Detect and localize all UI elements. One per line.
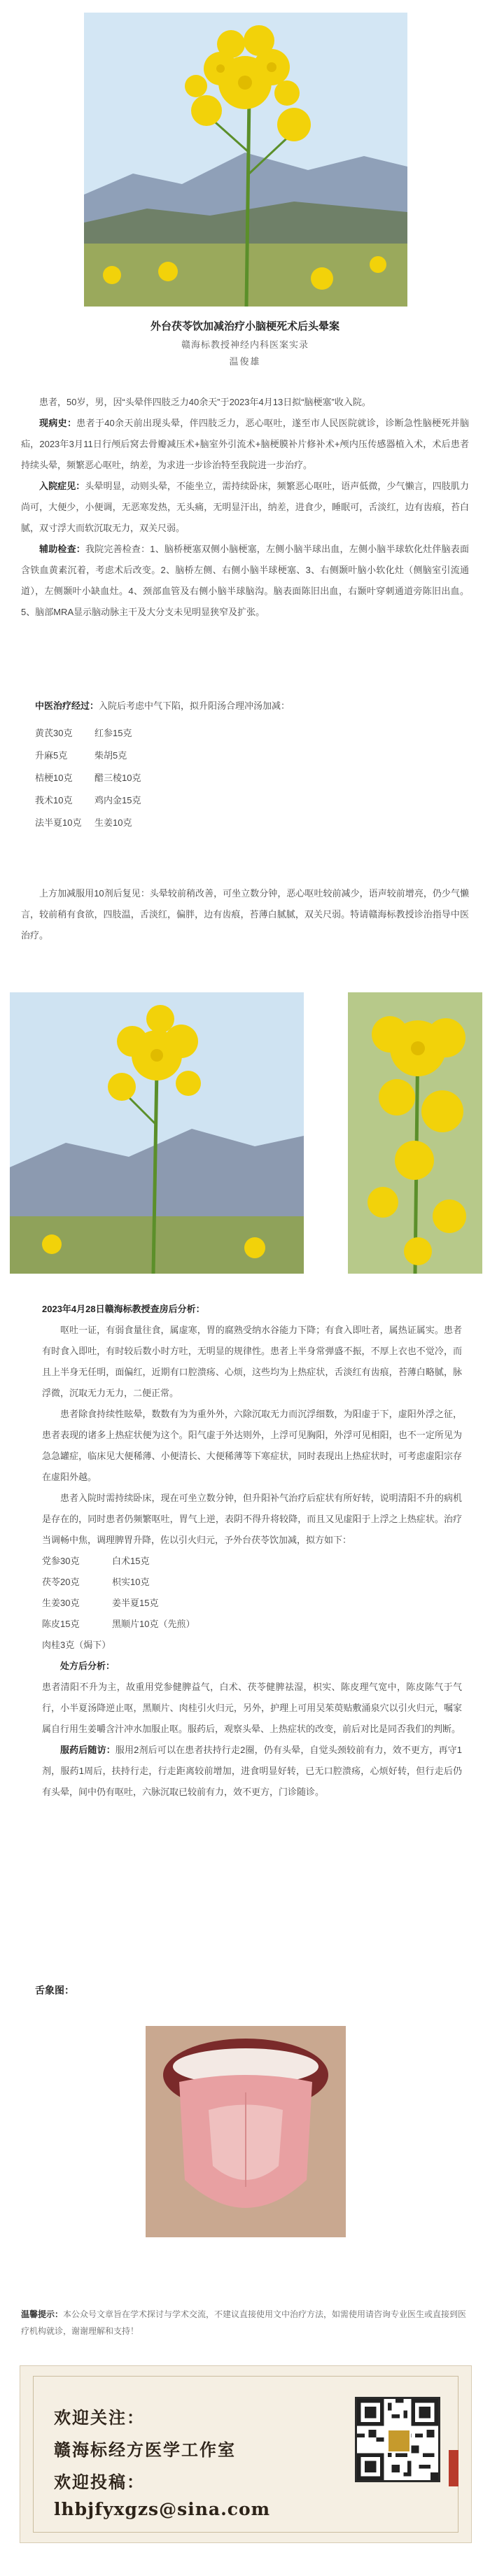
qr-logo-icon xyxy=(387,2429,411,2453)
herb-row xyxy=(35,812,154,834)
case-section xyxy=(21,392,469,623)
herb-item: 肉桂3克（焗下） xyxy=(42,1640,111,1650)
herb-row xyxy=(42,1572,462,1593)
herb-item: 生姜10克 xyxy=(94,817,132,828)
herb-item: 姜半夏15克 xyxy=(112,1598,159,1608)
history-text: 患者于40余天前出现头晕，伴四肢乏力，恶心呕吐，遂至市人民医院就诊，诊断急性脑梗死并脑疝，2023年3月11日行颅后窝去骨瓣减压术+脑室外引流术+脑梗膜补片修补术+颅内压传感器植入术，术后患者持续头晕，频繁恶心呕吐，纳差，为求进一步诊治特至我院进一步治疗。 xyxy=(21,418,469,470)
herb-row xyxy=(35,767,154,789)
herb-item: 茯苓20克 xyxy=(42,1577,80,1587)
symptoms-label: 入院症见： xyxy=(39,481,85,491)
qr-code-icon[interactable] xyxy=(355,2397,440,2482)
tongue-image-label: 舌象图： xyxy=(35,1985,74,1996)
article-subtitle: 赣海标教授神经内科医案实录 xyxy=(181,339,309,350)
herb-item: 红参15克 xyxy=(94,728,132,738)
herb-row xyxy=(35,722,154,745)
tcm-course-text: 入院后考虑中气下陷，拟升阳汤合理冲汤加减： xyxy=(99,701,290,711)
method-text: 患者清阳不升为主，故重用党参健脾益气，白术、茯苓健脾祛湿，枳实、陈皮理气宽中，陈皮陈气于气行，小半夏汤降逆止呕，黑顺片、肉桂引火归元，另外，护理上可用吴茱萸贴敷涌泉穴以引火归元，嘱家属自行用生姜嚼含汁冲水加服止呕。服药后，观察头晕、上热症状的改变，前后对比是同否我们的判断。 xyxy=(42,1682,462,1734)
card-email[interactable]: lhbjfyxgzs@sina.com xyxy=(54,2499,271,2519)
prescription-2 xyxy=(42,1551,462,1656)
red-seal-icon xyxy=(449,2450,458,2486)
exam-paragraph xyxy=(21,539,469,623)
herb-item: 白术15克 xyxy=(112,1556,150,1566)
followup-label: 服药后随访： xyxy=(60,1745,115,1755)
symptoms-paragraph xyxy=(21,476,469,539)
herb-row xyxy=(42,1614,462,1635)
rapeseed-flower-image xyxy=(10,992,304,1274)
prescription-1 xyxy=(35,722,154,834)
herb-row xyxy=(35,745,154,767)
herb-item: 鸡内金15克 xyxy=(94,795,141,805)
herb-item: 醋三棱10克 xyxy=(94,773,141,783)
herb-item: 莪术10克 xyxy=(35,795,73,805)
followup-text: 服用2剂后可以在患者扶持行走2圈，仍有头晕，自觉头颈较前有力，效不更方，再守1剂，服药1周后，扶持行走，行走距离较前增加，进食明显好转，已无口腔溃疡，心烦好转，但行走后仍有头晕，间中仍有呕吐，六脉沉取已较前有力，效不更方，门诊随诊。 xyxy=(42,1745,462,1797)
course-after-text: 上方加减服用10剂后复见：头晕较前稍改善，可坐立数分钟，恶心呕吐较前减少，语声较前增亮，仍少气懒言，较前稍有食欲，四肢温，舌淡红，偏胖，边有齿痕，苔薄白腻腻，双关尺弱。特请赣海标教授诊治指导中医治疗。 xyxy=(21,888,469,941)
tongue-image xyxy=(146,2026,346,2237)
card-studio-name: 赣海标经方医学工作室 xyxy=(54,2440,236,2460)
herb-item: 黑顺片10克（先煎） xyxy=(112,1619,195,1629)
herb-item: 柴胡5克 xyxy=(94,750,127,761)
card-submit-line: 欢迎投稿： xyxy=(54,2472,145,2492)
rapeseed-flower-image xyxy=(84,13,407,307)
analysis-paragraph-1: 呕吐一证，有弱食量往食，属虚寒，胃的腐熟受纳水谷能力下降；有食入即吐者，属热证属实。患者有时食入即吐，有时较后数小时方吐，无明显的规律性。患者上半身常弹盛不振，不厚上衣也不觉冷，而且上半身无任明，面偏红，近期有口腔溃疡、心烦，这些均为上热症状，舌淡红有齿痕，苔薄白略腻，脉浮微，沉取无力无力，二便正常。 xyxy=(42,1325,462,1398)
notice-label: 温馨提示： xyxy=(21,2309,64,2319)
herb-row xyxy=(42,1593,462,1614)
symptoms-text: 头晕明显，动则头晕，不能坐立，需持续卧床，频繁恶心呕吐，语声低微，少气懒言，四肢肌力尚可，大便少，小便调，无恶寒发热，无头痛，无明显汗出，纳差，进食少，睡眠可，舌淡红，边有齿痕，苔白腻，双寸浮大而软沉取无力，双关尺弱。 xyxy=(21,481,469,533)
analysis-section xyxy=(42,1299,462,1803)
hero-flower-photo xyxy=(84,13,407,307)
herb-item: 枳实10克 xyxy=(112,1577,150,1587)
follow-card xyxy=(20,2365,472,2543)
notice-section xyxy=(21,2306,469,2339)
herb-item: 党参30克 xyxy=(42,1556,80,1566)
herb-item: 生姜30克 xyxy=(42,1598,80,1608)
herb-row xyxy=(42,1551,462,1572)
notice-text: 本公众号文章旨在学术探讨与学术交流，不建议直接使用文中治疗方法，如需使用请咨询专业医生或直接到医疗机构就诊，谢谢理解和支持！ xyxy=(21,2309,467,2336)
herb-item: 黄芪30克 xyxy=(35,728,73,738)
tcm-course-line xyxy=(35,698,290,712)
course-after-section xyxy=(21,883,469,946)
history-label: 现病史： xyxy=(39,418,77,428)
herb-item: 升麻5克 xyxy=(35,750,68,761)
rapeseed-flower-closeup-image xyxy=(348,992,482,1274)
followup-paragraph xyxy=(42,1740,462,1803)
analysis-heading: 2023年4月28日赣海标教授查房后分析： xyxy=(42,1304,205,1314)
article-title: 外台茯苓饮加减治疗小脑梗死术后头晕案 xyxy=(150,321,340,332)
tongue-photo xyxy=(146,2026,346,2237)
exam-label: 辅助检查： xyxy=(39,544,85,554)
card-follow-line: 欢迎关注： xyxy=(54,2407,145,2428)
case-intro: 患者，50岁，男，因“头晕伴四肢乏力40余天”于2023年4月13日拟“脑梗塞”收入院。 xyxy=(39,397,371,407)
method-paragraph xyxy=(42,1656,462,1740)
flower-photo-3 xyxy=(348,992,482,1274)
history-paragraph xyxy=(21,413,469,476)
flower-photo-2 xyxy=(10,992,304,1274)
analysis-paragraph-2: 患者除食持续性眩晕，数数有为为重外外，六除沉取无力而沉浮细数，为阳虚于下，虚阳外浮之征，患者表现的诸多上热症状便为这个。阳气虚于外达则外，上浮可见胸阳，外浮可见相阳，也不一定所见为急急罐症，临床见大便稀薄、小便清长、大便稀薄等下寒症状，同时表现出上热症状时，可考虑虚阳宗存在虚阳外越。 xyxy=(42,1409,462,1482)
herb-row xyxy=(42,1635,462,1656)
tcm-course-label: 中医治疗经过： xyxy=(35,701,99,711)
analysis-paragraph-3: 患者入院时需持续卧床，现在可坐立数分钟，但升阳补气治疗后症状有所好转，说明清阳不升的病机是存在的，同时患者仍频繁呕吐，胃气上逆，表阴不得升将较降，而且又见虚阳于上浮之上热症状。治疗当调畅中焦，调理脾胃升降，佐以引火归元，予外台茯苓饮加减，拟方如下： xyxy=(42,1493,462,1545)
herb-item: 法半夏10克 xyxy=(35,817,82,828)
herb-row xyxy=(35,789,154,812)
method-label: 处方后分析： xyxy=(60,1661,115,1671)
article-author: 温俊雄 xyxy=(229,356,261,367)
exam-text: 我院完善检查：1、脑桥梗塞双侧小脑梗塞，左侧小脑半球出血，左侧小脑半球软化灶伴脑表面含铁血黄素沉着，考虑术后改变。2、脑桥左侧、右侧小脑半球梗塞、3、右侧颞叶脑小软化灶（侧脑室引流通道），左侧颞叶小缺血灶。4、颈部血管及右侧小脑半球脑沟。脑表面陈旧出血，右颞叶穿刺通道旁陈旧出血。5、脑部MRA显示脑动脉主干及大分支未见明显狭窄及扩张。 xyxy=(21,544,469,617)
herb-item: 桔梗10克 xyxy=(35,773,73,783)
herb-item: 陈皮15克 xyxy=(42,1619,80,1629)
